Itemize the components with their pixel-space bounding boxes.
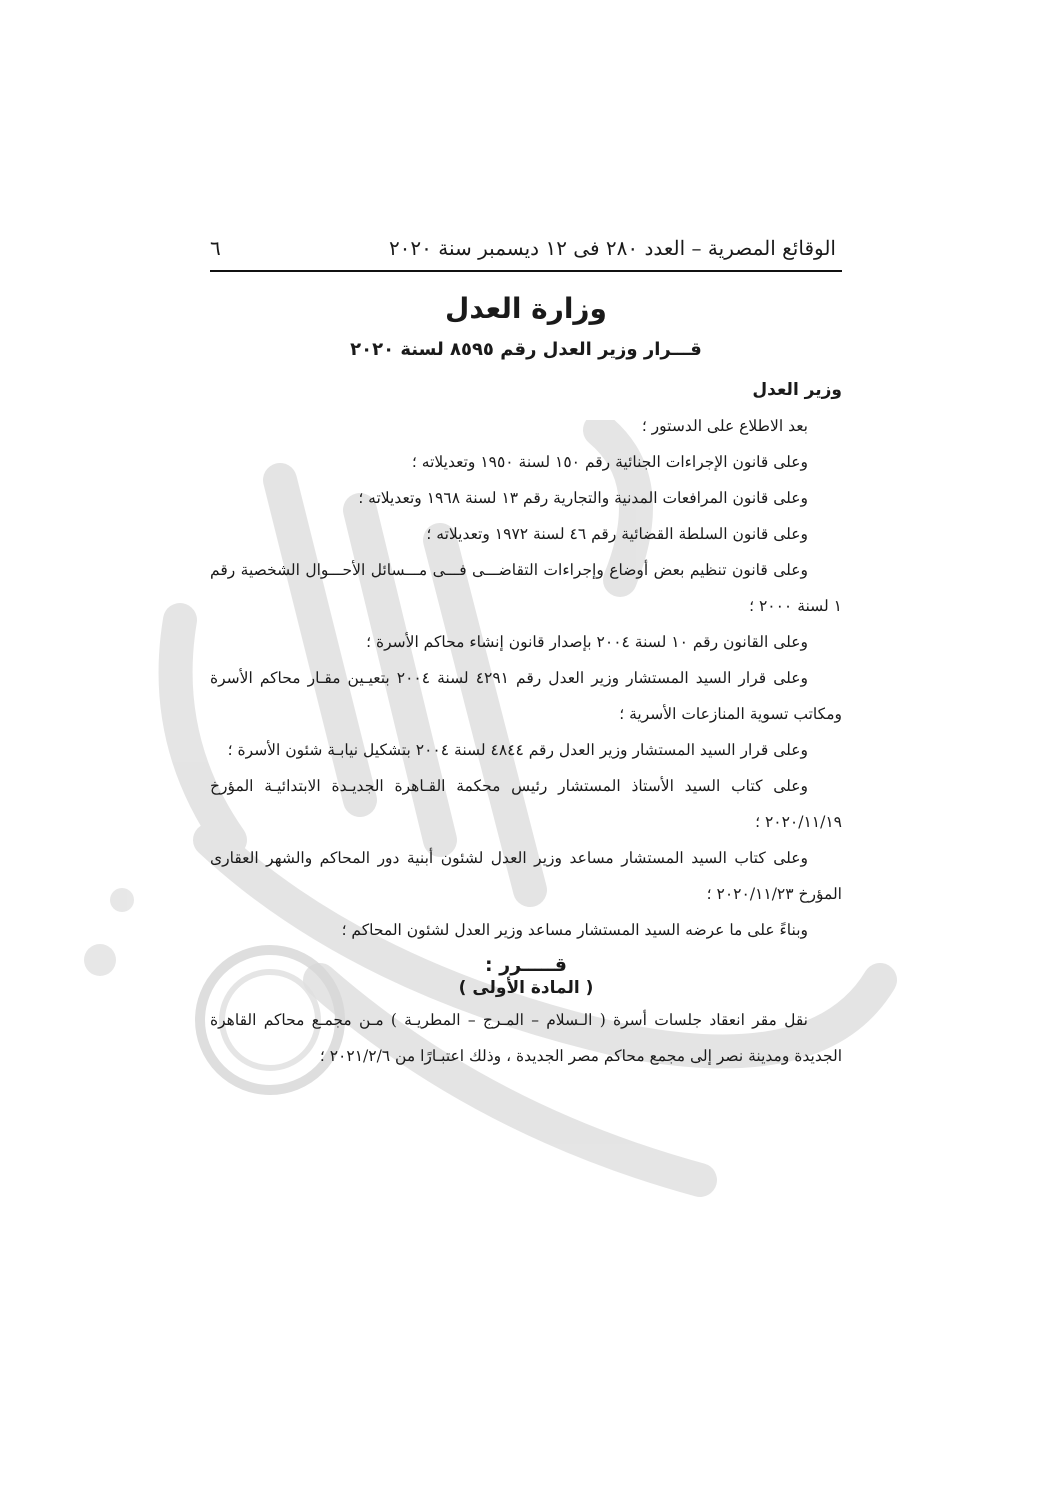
preamble-item: بعد الاطلاع على الدستور ؛ [641,417,808,435]
ministry-title: وزارة العدل [445,292,607,325]
header-divider [210,270,842,272]
preamble-item: وعلى قانون تنظيم بعض أوضاع وإجراءات التقاضـــى فـــى مـــسائل الأحـــوال الشخصية رقم ١ لسنة ٢٠٠٠ ؛ [210,561,842,615]
preamble-item: وعلى كتاب السيد الأستاذ المستشار رئيس محكمة القـاهرة الجديـدة الابتدائيـة المؤرخ ٢٠٢٠/١١/١٩ ؛ [210,777,842,831]
issuer-label: وزير العدل [752,380,842,400]
preamble-item: وعلى كتاب السيد المستشار مساعد وزير العدل لشئون أبنية دور المحاكم والشهر العقارى المؤرخ ٢٠٢٠/١١/٢٣ ؛ [210,849,842,903]
preamble-item: وعلى قانون الإجراءات الجنائية رقم ١٥٠ لسنة ١٩٥٠ وتعديلاته ؛ [411,453,808,471]
decree-title: قـــرار وزير العدل رقم ٨٥٩٥ لسنة ٢٠٢٠ [350,339,702,360]
preamble-item: وعلى القانون رقم ١٠ لسنة ٢٠٠٤ بإصدار قانون إنشاء محاكم الأسرة ؛ [366,633,808,651]
gazette-page [210,236,842,1074]
article-title: ( المادة الأولى ) [458,978,594,998]
header-publication: الوقائع المصرية – العدد ٢٨٠ فى ١٢ ديسمبر سنة ٢٠٢٠ [388,236,836,260]
preamble-item: وبناءً على ما عرضه السيد المستشار مساعد وزير العدل لشئون المحاكم ؛ [341,921,808,939]
preamble-item: وعلى قرار السيد المستشار وزير العدل رقم ٤٨٤٤ لسنة ٢٠٠٤ بتشكيل نيابـة شئون الأسرة ؛ [227,741,808,759]
preamble-item: وعلى قانون السلطة القضائية رقم ٤٦ لسنة ١٩٧٢ وتعديلاته ؛ [426,525,808,543]
page-header [210,236,842,270]
decided-heading: قـــــرر : [485,954,567,976]
page-number: ٦ [210,236,221,260]
preamble-item: وعلى قانون المرافعات المدنية والتجارية رقم ١٣ لسنة ١٩٦٨ وتعديلاته ؛ [358,489,808,507]
preamble-item: وعلى قرار السيد المستشار وزير العدل رقم ٤٢٩١ لسنة ٢٠٠٤ بتعيـين مقـار محاكم الأسرة ومكاتب تسوية المنازعات الأسرية ؛ [210,669,842,723]
preamble [210,408,842,948]
article-text: نقل مقر انعقاد جلسات أسرة ( الـسلام – المـرج – المطريـة ) مـن مجمـع محاكم القاهرة الجديدة ومدينة نصر إلى مجمع محاكم مصر الجديدة ، وذلك اعتبـارًا من ٢٠٢١/٢/٦ ؛ [210,1011,842,1065]
